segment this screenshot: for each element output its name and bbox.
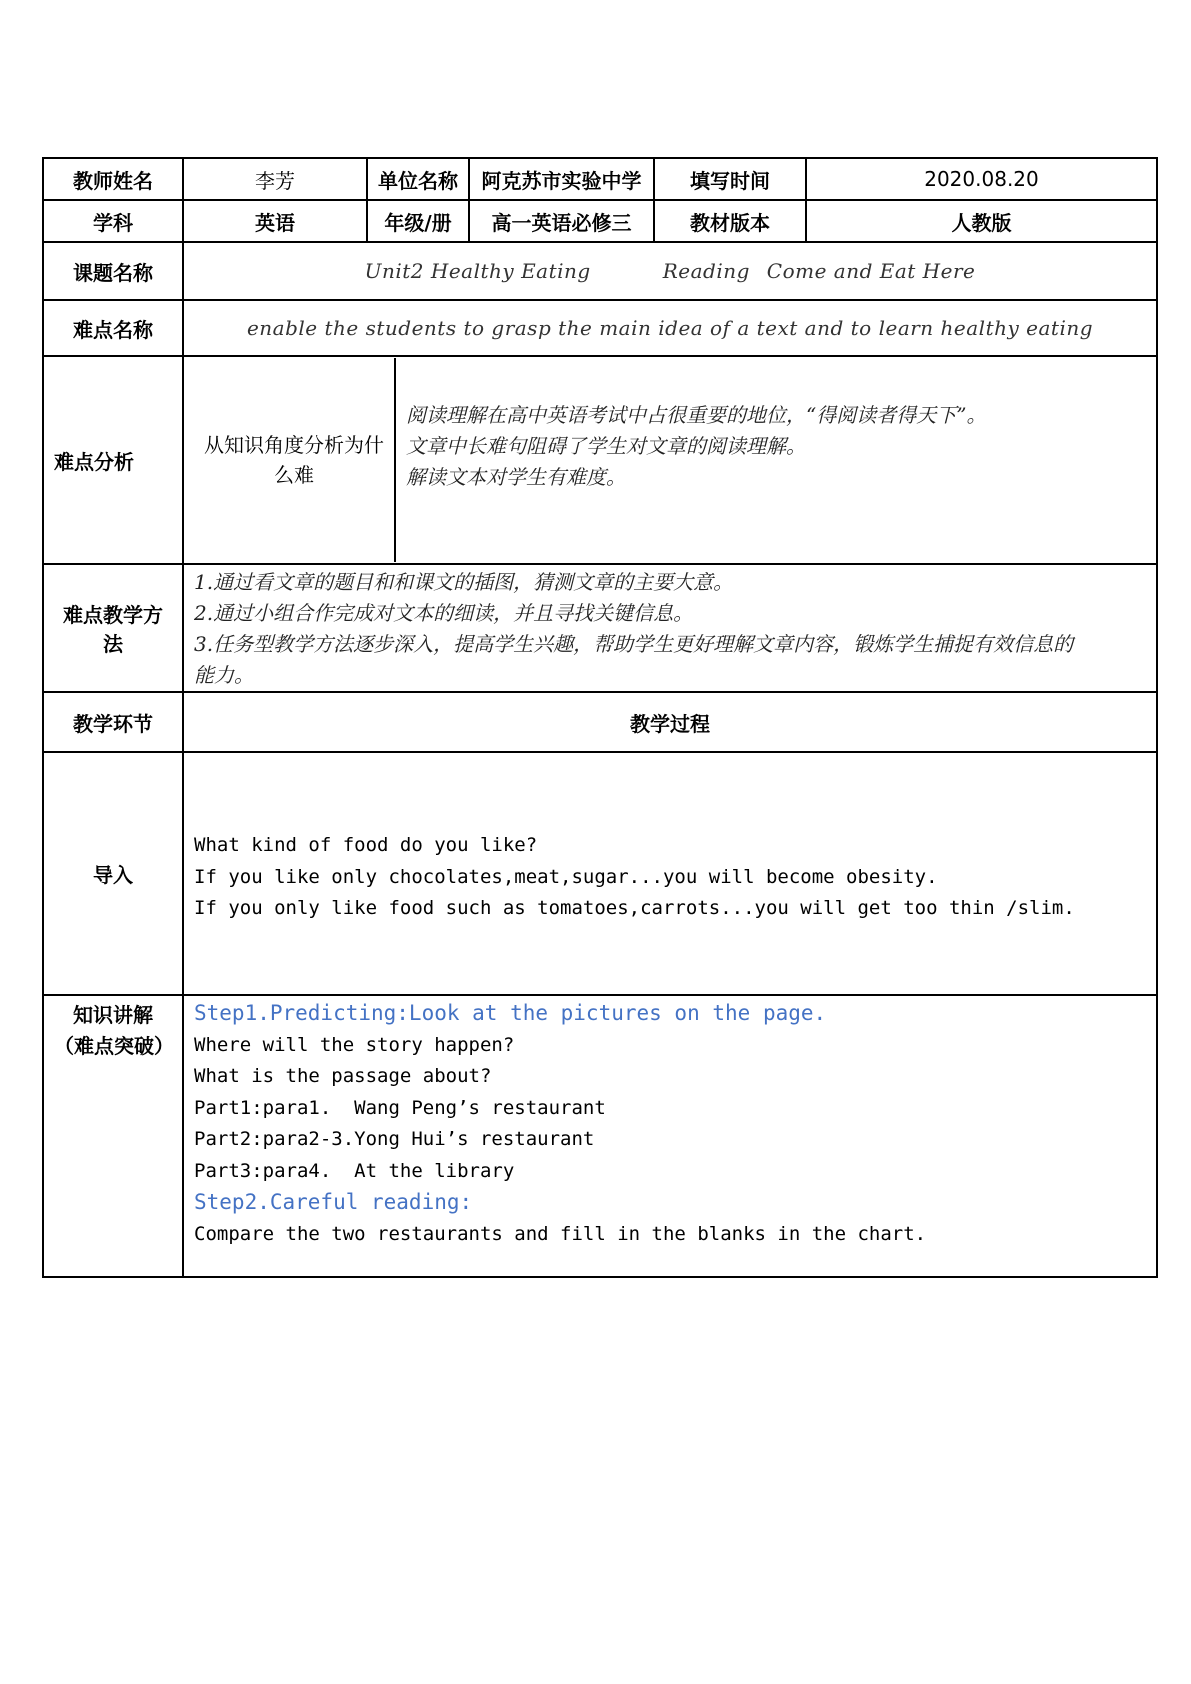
process-header-row (43, 692, 1157, 752)
method-line: 2.通过小组合作完成对文本的细读，并且寻找关键信息。 (194, 601, 694, 625)
step1-line: Part3:para4. At the library (194, 1159, 515, 1182)
analysis-line: 文章中长难句阻碍了学生对文章的阅读理解。 (406, 433, 806, 458)
difficulty-value: enable the students to grasp the main idea of a text and to learn healthy eating (183, 300, 1157, 356)
subject-value: 英语 (183, 200, 367, 242)
analysis-sub-label: 从知识角度分析为什么难 (194, 358, 395, 562)
step2-line: Compare the two restaurants and fill in the blanks in the chart. (194, 1222, 927, 1245)
topic-label: 课题名称 (43, 242, 183, 300)
analysis-line: 解读文本对学生有难度。 (406, 464, 626, 489)
intro-content (183, 752, 1157, 995)
topic-value (183, 242, 1157, 300)
intro-line: If you only like food such as tomatoes,carrots...you will get too thin /slim. (194, 897, 1075, 920)
process-value-label: 教学过程 (183, 692, 1157, 752)
step1-heading: Step1.Predicting:Look at the pictures on the page. (194, 1001, 827, 1025)
unit-name-value: 阿克苏市实验中学 (469, 158, 654, 200)
teacher-name-value: 李芳 (183, 158, 367, 200)
analysis-line: 阅读理解在高中英语考试中占很重要的地位，“得阅读者得天下”。 (406, 402, 987, 427)
unit-name-label: 单位名称 (367, 158, 469, 200)
topic-row (43, 242, 1157, 300)
step1-line: What is the passage about? (194, 1065, 492, 1087)
edition-label: 教材版本 (654, 200, 806, 242)
step2-heading: Step2.Careful reading: (194, 1190, 473, 1214)
difficulty-row (43, 300, 1157, 356)
analysis-text (395, 358, 1146, 562)
fill-date-value: 2020.08.20 (806, 158, 1157, 200)
knowledge-label (43, 995, 183, 1277)
teacher-name-label: 教师姓名 (43, 158, 183, 200)
grade-value: 高一英语必修三 (469, 200, 654, 242)
analysis-content (183, 356, 1157, 564)
subject-label: 学科 (43, 200, 183, 242)
topic-section: Reading (662, 259, 750, 283)
method-line: 3.任务型教学方法逐步深入，提高学生兴趣，帮助学生更好理解文章内容，锻炼学生捕捉有效信息的 (194, 632, 1074, 656)
method-line: 能力。 (194, 663, 254, 687)
lesson-plan-form (42, 157, 1156, 1278)
intro-row (43, 752, 1157, 995)
knowledge-label-line1: 知识讲解 (73, 1003, 153, 1027)
difficulty-label: 难点名称 (43, 300, 183, 356)
step1-line: Where will the story happen? (194, 1033, 515, 1056)
edition-value: 人教版 (806, 200, 1157, 242)
topic-title: Come and Eat Here (766, 259, 976, 283)
intro-line: What kind of food do you like? (194, 834, 538, 857)
analysis-row (43, 356, 1157, 564)
header-row-1 (43, 158, 1157, 200)
method-line: 1.通过看文章的题目和和课文的插图，猜测文章的主要大意。 (194, 570, 734, 594)
knowledge-row (43, 995, 1157, 1277)
knowledge-content (183, 995, 1157, 1277)
header-row-2 (43, 200, 1157, 242)
process-stage-label: 教学环节 (43, 692, 183, 752)
grade-label: 年级/册 (367, 200, 469, 242)
fill-date-label: 填写时间 (654, 158, 806, 200)
method-label: 难点教学方法 (43, 564, 183, 692)
intro-line: If you like only chocolates,meat,sugar...you will become obesity. (194, 865, 938, 888)
step1-line: Part1:para1. Wang Peng’s restaurant (194, 1096, 606, 1119)
analysis-label: 难点分析 (43, 356, 183, 564)
lesson-plan-table (42, 157, 1158, 1278)
knowledge-label-line2: （难点突破） (54, 1034, 174, 1058)
topic-unit: Unit2 Healthy Eating (364, 259, 591, 283)
method-row (43, 564, 1157, 692)
step1-line: Part2:para2-3.Yong Hui’s restaurant (194, 1128, 595, 1150)
intro-label: 导入 (43, 752, 183, 995)
method-text (183, 564, 1157, 692)
